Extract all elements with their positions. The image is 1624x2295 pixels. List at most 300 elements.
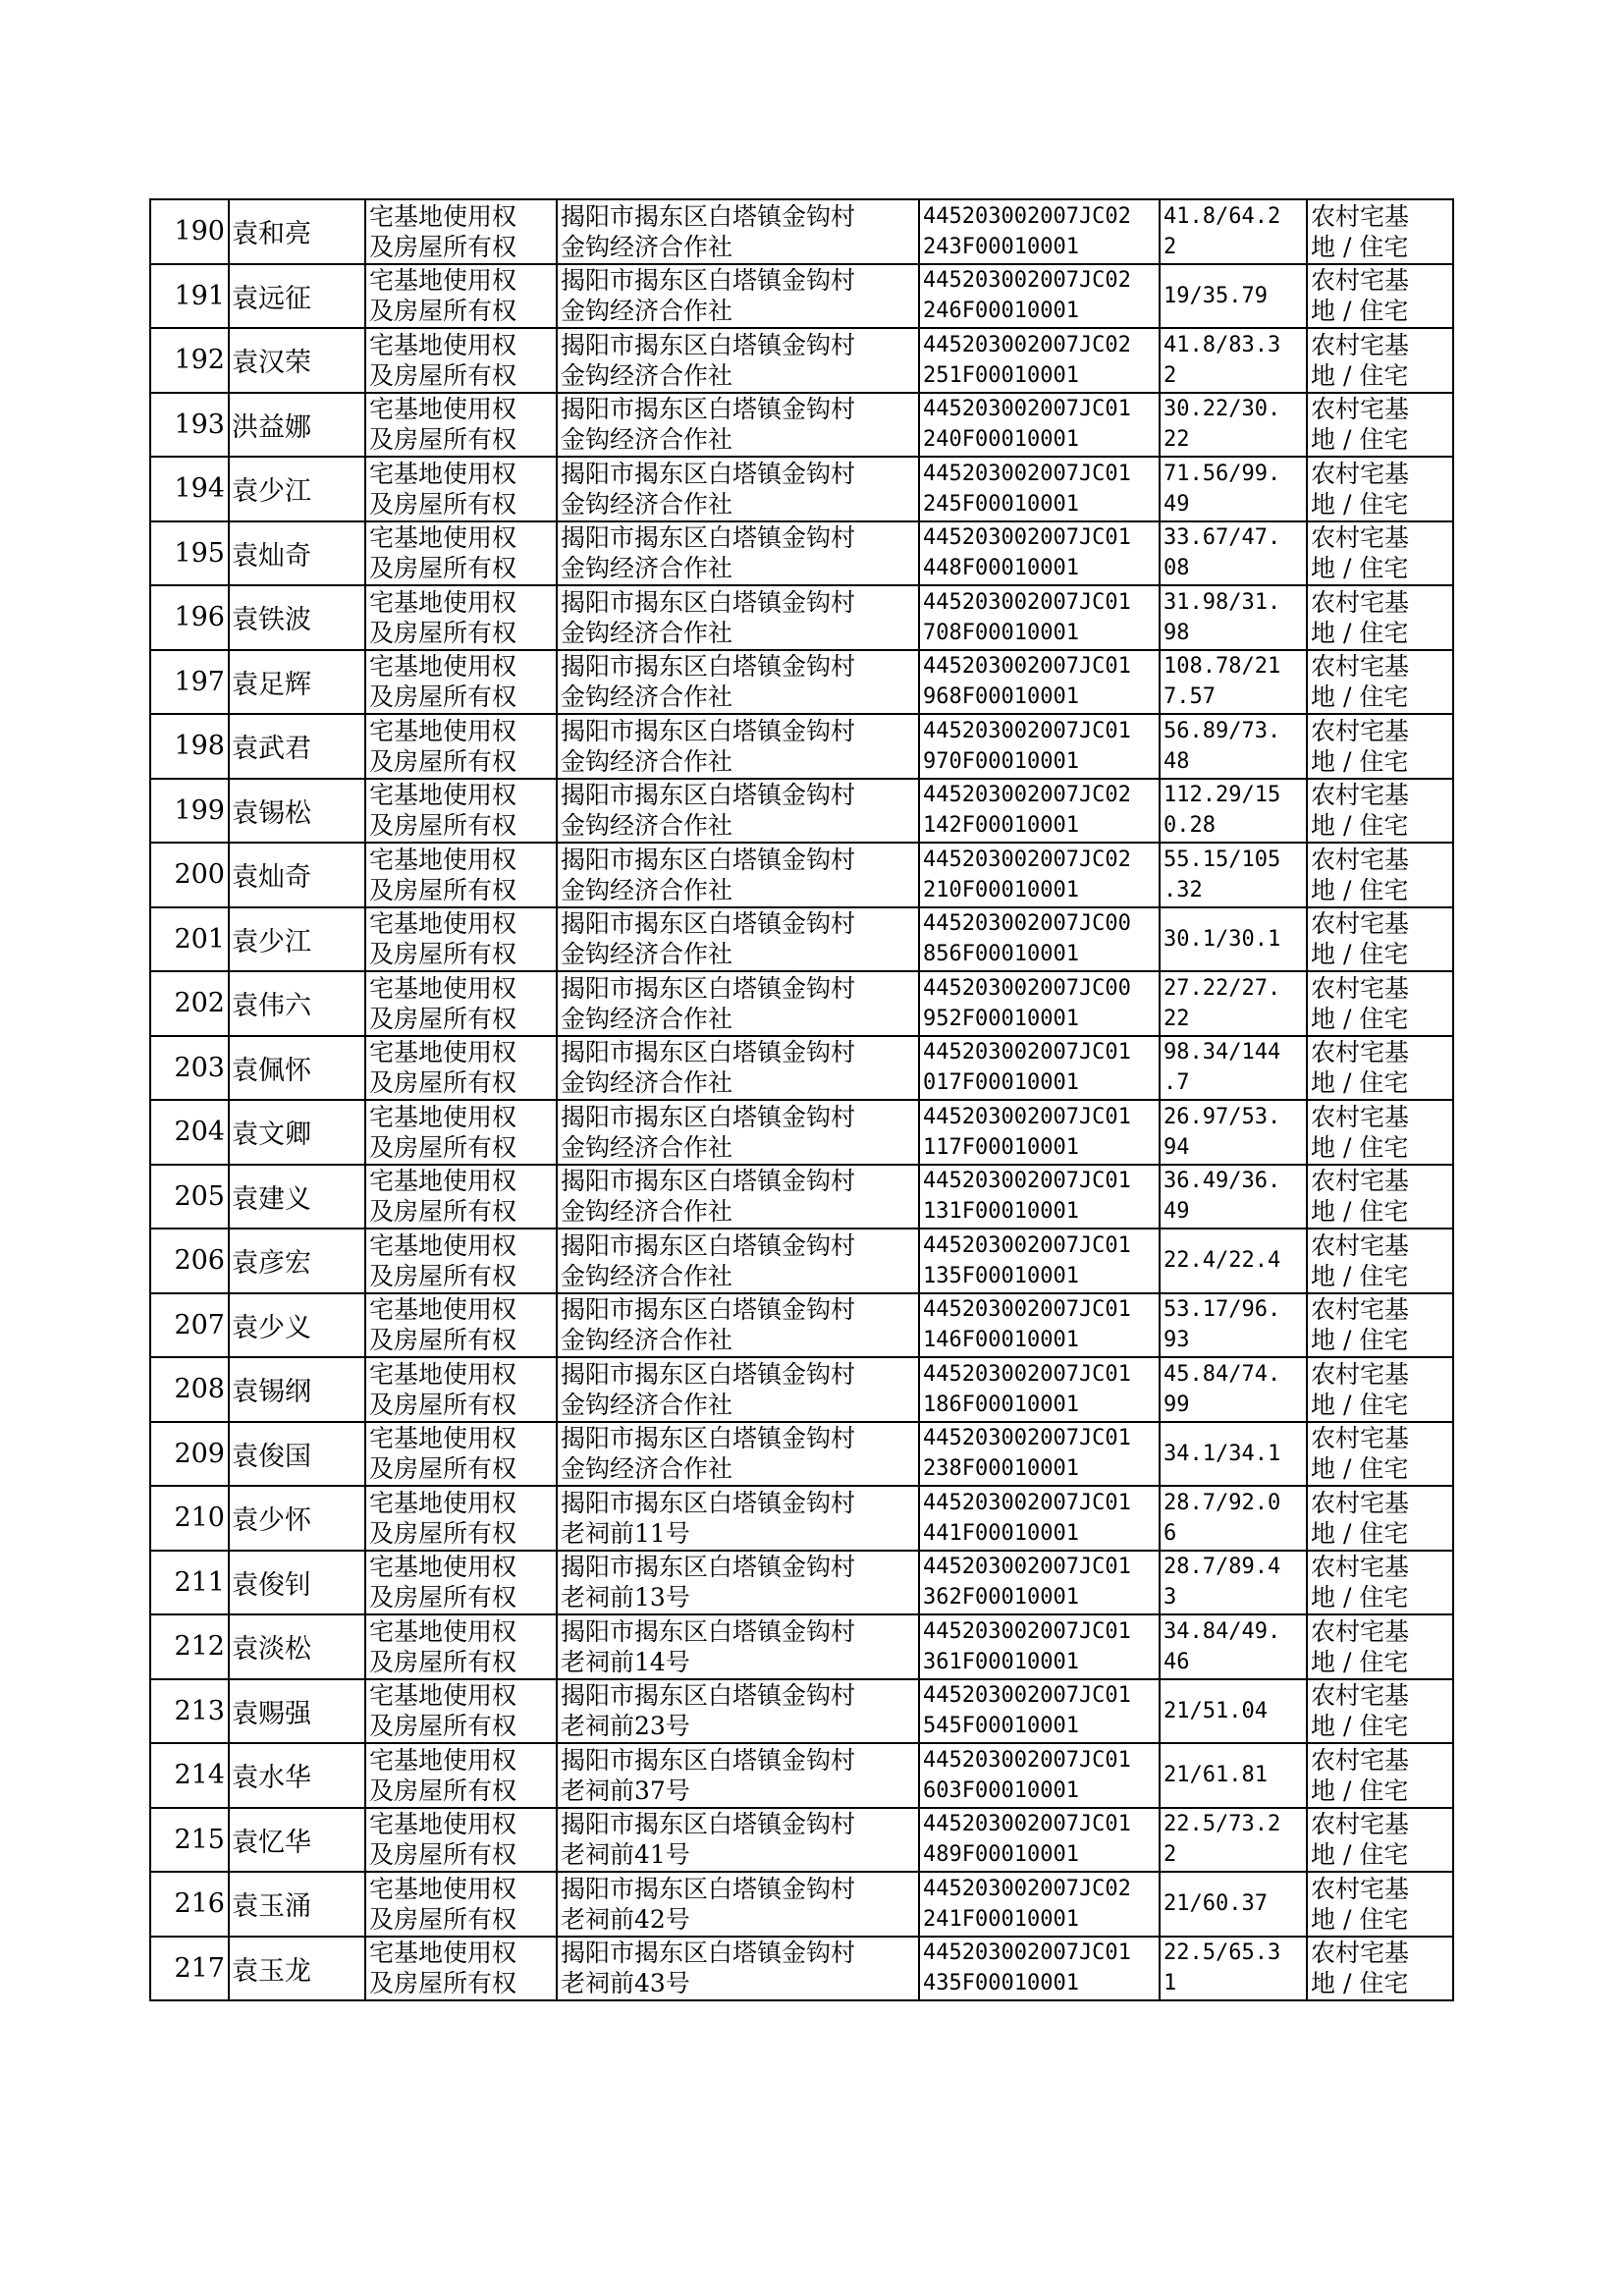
cell-right-type-line: 及房屋所有权	[369, 1326, 517, 1355]
cell-use-line: 地 / 住宅	[1311, 1583, 1409, 1612]
cell-code	[919, 907, 1160, 972]
cell-area-line: 2	[1164, 1842, 1177, 1868]
cell-code-line: 017F00010001	[923, 1070, 1079, 1096]
cell-right-type	[365, 521, 557, 586]
cell-area-line: 7.57	[1164, 684, 1216, 710]
cell-code-line: 545F00010001	[923, 1714, 1079, 1739]
cell-code-line: 241F00010001	[923, 1906, 1079, 1932]
cell-area-line: 53.17/96.	[1164, 1297, 1281, 1323]
cell-code-line: 117F00010001	[923, 1134, 1079, 1160]
cell-area	[1160, 714, 1307, 779]
cell-area-line: 45.84/74.	[1164, 1361, 1281, 1387]
cell-address	[557, 1229, 919, 1293]
cell-use	[1307, 1614, 1453, 1679]
cell-right-type	[365, 1293, 557, 1358]
cell-area	[1160, 1293, 1307, 1358]
cell-area	[1160, 650, 1307, 715]
cell-right-type	[365, 1551, 557, 1615]
cell-use	[1307, 1551, 1453, 1615]
cell-number: 202	[150, 971, 229, 1036]
cell-right-type	[365, 328, 557, 393]
cell-right-type-line: 宅基地使用权	[369, 781, 517, 810]
cell-address	[557, 1422, 919, 1487]
cell-address-line: 金钩经济合作社	[561, 1197, 733, 1227]
cell-right-type	[365, 1422, 557, 1487]
cell-right-type-line: 宅基地使用权	[369, 716, 517, 745]
cell-use	[1307, 1937, 1453, 2001]
cell-area-line: 56.89/73.	[1164, 718, 1281, 743]
cell-code	[919, 1100, 1160, 1165]
cell-number: 212	[150, 1614, 229, 1679]
cell-address-line: 揭阳市揭东区白塔镇金钩村	[561, 1359, 856, 1389]
cell-number: 210	[150, 1486, 229, 1551]
cell-right-type-line: 及房屋所有权	[369, 425, 517, 455]
cell-area-line: 94	[1164, 1134, 1190, 1160]
cell-right-type-line: 及房屋所有权	[369, 746, 517, 776]
cell-area	[1160, 1937, 1307, 2001]
cell-code-line: 435F00010001	[923, 1971, 1079, 1996]
cell-name: 袁伟六	[229, 971, 365, 1036]
cell-code-line: 445203002007JC01	[923, 1747, 1131, 1773]
cell-address-line: 金钩经济合作社	[561, 683, 733, 712]
cell-use-line: 地 / 住宅	[1311, 1969, 1409, 1998]
table-row	[150, 585, 1453, 650]
cell-use-line: 地 / 住宅	[1311, 875, 1409, 904]
cell-use-line: 地 / 住宅	[1311, 1712, 1409, 1741]
cell-code	[919, 843, 1160, 907]
cell-address	[557, 1100, 919, 1165]
cell-use-line: 地 / 住宅	[1311, 232, 1409, 261]
cell-code-line: 856F00010001	[923, 942, 1079, 967]
cell-area-line: 33.67/47.	[1164, 525, 1281, 551]
cell-right-type-line: 宅基地使用权	[369, 909, 517, 939]
cell-right-type-line: 及房屋所有权	[369, 489, 517, 519]
cell-name: 袁玉涌	[229, 1872, 365, 1937]
cell-area	[1160, 264, 1307, 329]
cell-use	[1307, 1743, 1453, 1808]
cell-name: 袁俊钊	[229, 1551, 365, 1615]
cell-use-line: 农村宅基	[1311, 1295, 1410, 1325]
cell-area-line: 55.15/105	[1164, 847, 1281, 872]
cell-address-line: 揭阳市揭东区白塔镇金钩村	[561, 459, 856, 488]
cell-use-line: 农村宅基	[1311, 523, 1410, 553]
cell-area-line: 26.97/53.	[1164, 1104, 1281, 1129]
cell-address-line: 金钩经济合作社	[561, 940, 733, 969]
cell-address	[557, 779, 919, 844]
cell-name: 袁铁波	[229, 585, 365, 650]
cell-code-line: 445203002007JC01	[923, 461, 1131, 486]
table-row	[150, 1937, 1453, 2001]
cell-area-line: 34.84/49.	[1164, 1618, 1281, 1644]
cell-name: 袁武君	[229, 714, 365, 779]
cell-name: 袁少怀	[229, 1486, 365, 1551]
table-row	[150, 971, 1453, 1036]
cell-name: 袁文卿	[229, 1100, 365, 1165]
cell-use	[1307, 907, 1453, 972]
cell-name: 袁俊国	[229, 1422, 365, 1487]
cell-address-line: 揭阳市揭东区白塔镇金钩村	[561, 1553, 856, 1582]
cell-right-type	[365, 907, 557, 972]
cell-use-line: 地 / 住宅	[1311, 1454, 1409, 1484]
cell-address-line: 老祠前43号	[561, 1969, 690, 1998]
cell-number: 208	[150, 1357, 229, 1422]
cell-area	[1160, 1100, 1307, 1165]
cell-area-line: 36.49/36.	[1164, 1169, 1281, 1194]
table-row	[150, 1229, 1453, 1293]
cell-number: 204	[150, 1100, 229, 1165]
cell-code-line: 970F00010001	[923, 748, 1079, 774]
cell-number: 193	[150, 393, 229, 458]
cell-address-line: 揭阳市揭东区白塔镇金钩村	[561, 330, 856, 359]
cell-area-line: 99	[1164, 1392, 1190, 1417]
cell-address-line: 揭阳市揭东区白塔镇金钩村	[561, 587, 856, 617]
cell-address-line: 揭阳市揭东区白塔镇金钩村	[561, 781, 856, 810]
cell-area-line: 22	[1164, 1006, 1190, 1031]
cell-area	[1160, 971, 1307, 1036]
cell-code-line: 445203002007JC02	[923, 332, 1131, 357]
cell-use-line: 地 / 住宅	[1311, 1840, 1409, 1870]
cell-use	[1307, 1036, 1453, 1101]
cell-area-line: 41.8/64.2	[1164, 203, 1281, 229]
cell-address-line: 金钩经济合作社	[561, 1132, 733, 1162]
cell-use-line: 地 / 住宅	[1311, 1261, 1409, 1290]
cell-use-line: 地 / 住宅	[1311, 811, 1409, 841]
cell-use-line: 地 / 住宅	[1311, 1326, 1409, 1355]
cell-name: 袁淡松	[229, 1614, 365, 1679]
cell-address-line: 老祠前11号	[561, 1518, 690, 1548]
cell-right-type-line: 宅基地使用权	[369, 1874, 517, 1903]
cell-name: 袁佩怀	[229, 1036, 365, 1101]
cell-name: 袁灿奇	[229, 521, 365, 586]
cell-use	[1307, 393, 1453, 458]
cell-right-type	[365, 650, 557, 715]
cell-use	[1307, 650, 1453, 715]
cell-area	[1160, 1679, 1307, 1744]
cell-use-line: 地 / 住宅	[1311, 1197, 1409, 1227]
cell-code-line: 603F00010001	[923, 1777, 1079, 1803]
cell-right-type-line: 宅基地使用权	[369, 201, 517, 231]
cell-code-line: 243F00010001	[923, 234, 1079, 259]
table-row	[150, 393, 1453, 458]
cell-code	[919, 1872, 1160, 1937]
cell-use	[1307, 1229, 1453, 1293]
cell-right-type	[365, 1679, 557, 1744]
cell-right-type-line: 及房屋所有权	[369, 1840, 517, 1870]
cell-area-line: 21/60.37	[1164, 1891, 1268, 1917]
cell-area	[1160, 843, 1307, 907]
cell-area-line: 34.1/34.1	[1164, 1441, 1281, 1466]
cell-address-line: 金钩经济合作社	[561, 360, 733, 390]
cell-address	[557, 1808, 919, 1873]
cell-address-line: 揭阳市揭东区白塔镇金钩村	[561, 1745, 856, 1775]
cell-number: 192	[150, 328, 229, 393]
cell-use-line: 地 / 住宅	[1311, 1904, 1409, 1934]
cell-area	[1160, 1357, 1307, 1422]
cell-number: 216	[150, 1872, 229, 1937]
cell-right-type-line: 及房屋所有权	[369, 1004, 517, 1033]
cell-use-line: 农村宅基	[1311, 652, 1410, 682]
cell-right-type-line: 宅基地使用权	[369, 523, 517, 553]
cell-address	[557, 328, 919, 393]
cell-use-line: 农村宅基	[1311, 1167, 1410, 1196]
cell-code-line: 445203002007JC02	[923, 783, 1131, 808]
cell-area-line: 46	[1164, 1649, 1190, 1674]
table-row	[150, 1486, 1453, 1551]
cell-name: 袁灿奇	[229, 843, 365, 907]
cell-code	[919, 1229, 1160, 1293]
cell-right-type	[365, 585, 557, 650]
cell-number: 213	[150, 1679, 229, 1744]
cell-code-line: 445203002007JC01	[923, 525, 1131, 551]
cell-code-line: 445203002007JC01	[923, 1232, 1131, 1258]
cell-right-type-line: 宅基地使用权	[369, 1745, 517, 1775]
cell-area-line: 41.8/83.3	[1164, 332, 1281, 357]
cell-use-line: 农村宅基	[1311, 330, 1410, 359]
cell-use	[1307, 714, 1453, 779]
cell-area-line: .32	[1164, 877, 1203, 902]
cell-name: 袁少江	[229, 907, 365, 972]
cell-right-type-line: 及房屋所有权	[369, 1197, 517, 1227]
cell-right-type-line: 宅基地使用权	[369, 587, 517, 617]
cell-use	[1307, 1872, 1453, 1937]
cell-code-line: 445203002007JC01	[923, 1040, 1131, 1066]
cell-number: 194	[150, 457, 229, 521]
cell-code-line: 238F00010001	[923, 1456, 1079, 1482]
cell-address-line: 老祠前13号	[561, 1583, 690, 1612]
cell-use-line: 农村宅基	[1311, 201, 1410, 231]
table-row	[150, 328, 1453, 393]
cell-use-line: 地 / 住宅	[1311, 940, 1409, 969]
cell-code	[919, 1165, 1160, 1229]
cell-use-line: 农村宅基	[1311, 781, 1410, 810]
cell-address-line: 揭阳市揭东区白塔镇金钩村	[561, 845, 856, 874]
cell-use-line: 地 / 住宅	[1311, 1068, 1409, 1098]
cell-use-line: 农村宅基	[1311, 395, 1410, 424]
cell-area-line: 6	[1164, 1520, 1177, 1546]
cell-code	[919, 971, 1160, 1036]
cell-address-line: 揭阳市揭东区白塔镇金钩村	[561, 201, 856, 231]
cell-area-line: 49	[1164, 491, 1190, 517]
table-row	[150, 1036, 1453, 1101]
cell-area-line: 98.34/144	[1164, 1040, 1281, 1066]
cell-right-type-line: 宅基地使用权	[369, 1167, 517, 1196]
cell-area-line: 22.4/22.4	[1164, 1248, 1281, 1274]
cell-right-type	[365, 1486, 557, 1551]
cell-code-line: 146F00010001	[923, 1328, 1079, 1353]
cell-name: 袁少义	[229, 1293, 365, 1358]
cell-right-type-line: 及房屋所有权	[369, 875, 517, 904]
cell-right-type-line: 宅基地使用权	[369, 330, 517, 359]
cell-area-line: 21/51.04	[1164, 1698, 1268, 1723]
table-row	[150, 650, 1453, 715]
cell-number: 211	[150, 1551, 229, 1615]
cell-code-line: 445203002007JC02	[923, 268, 1131, 294]
cell-address-line: 老祠前42号	[561, 1904, 690, 1934]
cell-address-line: 金钩经济合作社	[561, 1068, 733, 1098]
cell-use-line: 农村宅基	[1311, 266, 1410, 296]
cell-right-type-line: 宅基地使用权	[369, 1553, 517, 1582]
cell-area-line: 3	[1164, 1585, 1177, 1611]
cell-use	[1307, 1422, 1453, 1487]
cell-use-line: 农村宅基	[1311, 1939, 1410, 1968]
cell-use-line: 农村宅基	[1311, 973, 1410, 1003]
cell-address	[557, 1551, 919, 1615]
cell-area-line: 22	[1164, 427, 1190, 453]
cell-right-type-line: 宅基地使用权	[369, 1230, 517, 1260]
cell-number: 206	[150, 1229, 229, 1293]
cell-name: 袁少江	[229, 457, 365, 521]
cell-name: 袁锡松	[229, 779, 365, 844]
records-table	[149, 198, 1454, 2001]
table-row	[150, 1100, 1453, 1165]
cell-right-type-line: 及房屋所有权	[369, 1776, 517, 1805]
cell-area	[1160, 457, 1307, 521]
cell-number: 195	[150, 521, 229, 586]
table-row	[150, 1551, 1453, 1615]
cell-area-line: 28.7/89.4	[1164, 1555, 1281, 1580]
cell-name: 袁远征	[229, 264, 365, 329]
cell-address	[557, 1293, 919, 1358]
cell-code-line: 968F00010001	[923, 684, 1079, 710]
cell-right-type	[365, 1357, 557, 1422]
cell-name: 袁锡纲	[229, 1357, 365, 1422]
cell-address	[557, 1486, 919, 1551]
table-body	[150, 199, 1453, 2000]
cell-right-type-line: 宅基地使用权	[369, 1424, 517, 1453]
cell-right-type-line: 及房屋所有权	[369, 683, 517, 712]
cell-code-line: 186F00010001	[923, 1392, 1079, 1417]
cell-address	[557, 1937, 919, 2001]
cell-name: 袁玉龙	[229, 1937, 365, 2001]
cell-area	[1160, 1551, 1307, 1615]
cell-use-line: 地 / 住宅	[1311, 489, 1409, 519]
cell-right-type	[365, 393, 557, 458]
cell-area-line: 22.5/65.3	[1164, 1940, 1281, 1966]
cell-address-line: 金钩经济合作社	[561, 232, 733, 261]
cell-area	[1160, 328, 1307, 393]
cell-area	[1160, 1808, 1307, 1873]
cell-code-line: 952F00010001	[923, 1006, 1079, 1031]
cell-code-line: 445203002007JC01	[923, 1812, 1131, 1837]
cell-area	[1160, 907, 1307, 972]
cell-address-line: 揭阳市揭东区白塔镇金钩村	[561, 1874, 856, 1903]
cell-right-type	[365, 1808, 557, 1873]
cell-name: 袁赐强	[229, 1679, 365, 1744]
cell-code	[919, 264, 1160, 329]
cell-use	[1307, 779, 1453, 844]
cell-number: 205	[150, 1165, 229, 1229]
table-row	[150, 1357, 1453, 1422]
cell-address-line: 揭阳市揭东区白塔镇金钩村	[561, 1295, 856, 1325]
cell-code-line: 131F00010001	[923, 1199, 1079, 1225]
cell-number: 203	[150, 1036, 229, 1101]
cell-code-line: 445203002007JC01	[923, 654, 1131, 680]
cell-number: 201	[150, 907, 229, 972]
cell-use	[1307, 843, 1453, 907]
cell-use	[1307, 521, 1453, 586]
cell-right-type-line: 及房屋所有权	[369, 618, 517, 647]
cell-code	[919, 714, 1160, 779]
cell-right-type	[365, 1036, 557, 1101]
cell-code-line: 445203002007JC01	[923, 1618, 1131, 1644]
cell-right-type	[365, 1165, 557, 1229]
cell-address	[557, 585, 919, 650]
cell-code-line: 445203002007JC00	[923, 975, 1131, 1001]
cell-right-type-line: 及房屋所有权	[369, 297, 517, 326]
cell-code-line: 445203002007JC02	[923, 1876, 1131, 1901]
cell-area	[1160, 1743, 1307, 1808]
cell-area-line: 30.22/30.	[1164, 397, 1281, 422]
cell-address	[557, 714, 919, 779]
cell-use	[1307, 1100, 1453, 1165]
cell-address-line: 金钩经济合作社	[561, 618, 733, 647]
cell-area-line: 08	[1164, 556, 1190, 581]
cell-right-type-line: 及房屋所有权	[369, 360, 517, 390]
cell-right-type	[365, 1872, 557, 1937]
cell-code-line: 210F00010001	[923, 877, 1079, 902]
cell-code-line: 245F00010001	[923, 491, 1079, 517]
table-row	[150, 1872, 1453, 1937]
cell-area	[1160, 393, 1307, 458]
cell-right-type	[365, 971, 557, 1036]
cell-code-line: 362F00010001	[923, 1585, 1079, 1611]
cell-number: 214	[150, 1743, 229, 1808]
cell-code	[919, 457, 1160, 521]
cell-use-line: 地 / 住宅	[1311, 1132, 1409, 1162]
cell-use	[1307, 1293, 1453, 1358]
cell-use-line: 地 / 住宅	[1311, 425, 1409, 455]
cell-number: 207	[150, 1293, 229, 1358]
cell-code-line: 445203002007JC01	[923, 1297, 1131, 1323]
cell-code	[919, 650, 1160, 715]
cell-use-line: 农村宅基	[1311, 1038, 1410, 1067]
cell-name: 袁忆华	[229, 1808, 365, 1873]
table-row	[150, 1614, 1453, 1679]
cell-area-line: 22.5/73.2	[1164, 1812, 1281, 1837]
cell-use	[1307, 971, 1453, 1036]
cell-use-line: 地 / 住宅	[1311, 618, 1409, 647]
cell-code-line: 240F00010001	[923, 427, 1079, 453]
cell-use	[1307, 1357, 1453, 1422]
cell-name: 袁足辉	[229, 650, 365, 715]
cell-use	[1307, 328, 1453, 393]
cell-code-line: 489F00010001	[923, 1842, 1079, 1868]
cell-address-line: 金钩经济合作社	[561, 554, 733, 583]
cell-address	[557, 971, 919, 1036]
cell-area	[1160, 1872, 1307, 1937]
cell-right-type	[365, 1937, 557, 2001]
cell-use	[1307, 457, 1453, 521]
cell-number: 198	[150, 714, 229, 779]
cell-address	[557, 1872, 919, 1937]
cell-use-line: 地 / 住宅	[1311, 683, 1409, 712]
cell-right-type-line: 及房屋所有权	[369, 1390, 517, 1419]
cell-right-type-line: 宅基地使用权	[369, 1295, 517, 1325]
cell-address-line: 金钩经济合作社	[561, 1261, 733, 1290]
cell-address-line: 老祠前37号	[561, 1776, 690, 1805]
cell-address-line: 揭阳市揭东区白塔镇金钩村	[561, 1488, 856, 1517]
cell-right-type-line: 宅基地使用权	[369, 395, 517, 424]
cell-code-line: 445203002007JC00	[923, 911, 1131, 937]
cell-code	[919, 1422, 1160, 1487]
cell-code	[919, 393, 1160, 458]
table-row	[150, 1743, 1453, 1808]
cell-use-line: 农村宅基	[1311, 1424, 1410, 1453]
cell-code	[919, 328, 1160, 393]
cell-address-line: 金钩经济合作社	[561, 875, 733, 904]
cell-use-line: 农村宅基	[1311, 1488, 1410, 1517]
cell-address-line: 金钩经济合作社	[561, 1004, 733, 1033]
